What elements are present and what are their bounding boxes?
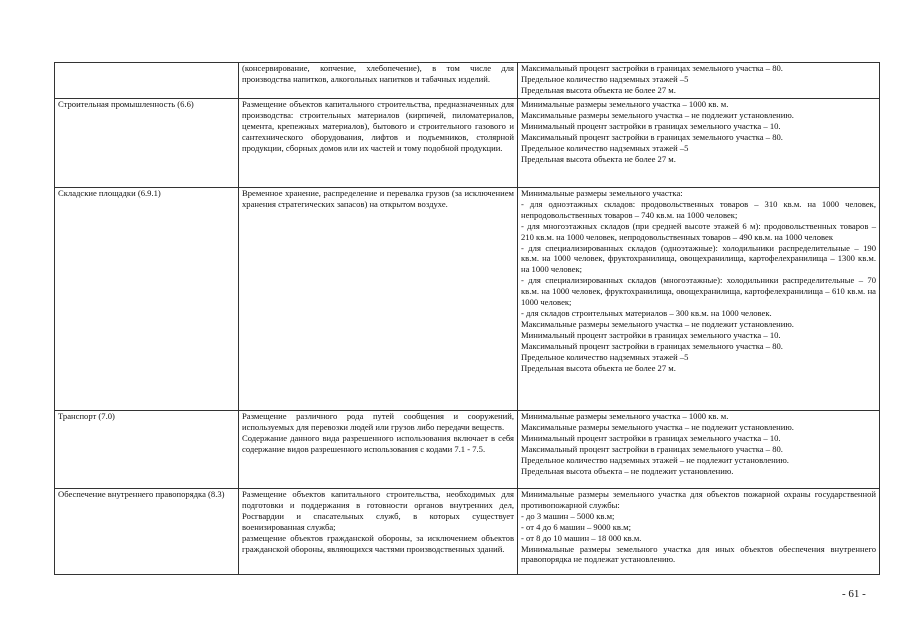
description-paragraph: (консервирование, копчение, хлебопечение), в том числе для производства напитков, алкогольных напитков и табачных изделий. — [242, 63, 514, 84]
page-number: - 61 - — [842, 588, 866, 600]
parameter-line: Минимальный процент застройки в границах земельного участка – 10. — [521, 329, 781, 340]
parameter-line: - для складов строительных материалов – 300 кв.м. на 1000 человек. — [521, 307, 772, 318]
parameter-line: Минимальный процент застройки в границах земельного участка – 10. — [521, 432, 781, 443]
use-type-cell — [55, 188, 239, 411]
table-row — [55, 411, 880, 489]
use-type-name: Транспорт (7.0) — [58, 411, 115, 421]
parameter-line: Предельная высота объекта не более 27 м. — [521, 84, 676, 95]
use-type-cell — [55, 411, 239, 489]
parameter-line: Минимальные размеры земельного участка – 1000 кв. м. — [521, 411, 729, 421]
parameters-cell — [518, 63, 880, 99]
parameter-line: Минимальные размеры земельного участка: — [521, 188, 683, 198]
parameter-line: - для специализированных складов (одноэтажные): холодильники распределительные – 190 кв.м. на 1000 человек, фруктохранилища, овощехранилища, картофелехранилища – 1300 кв.м. на 1000 человек; — [521, 242, 876, 275]
parameter-line: - для специализированных складов (многоэтажные): холодильники распределительные – 70 кв.м. на 1000 человек, фруктохранилища, овощехранилища, картофелехранилища – 610 кв.м. на 1000 человек; — [521, 275, 876, 308]
parameters-cell — [518, 489, 880, 575]
parameters-cell — [518, 99, 880, 188]
parameter-line: - для многоэтажных складов (при средней высоте этажей 6 м): продовольственных товаров – 210 кв.м. на 1000 человек, непродовольственных товаров – 490 кв.м. на 1000 человек — [521, 220, 876, 242]
parameter-line: Максимальные размеры земельного участка – не подлежит установлению. — [521, 109, 794, 120]
parameter-line: - от 4 до 6 машин – 9000 кв.м; — [521, 521, 631, 532]
table-row — [55, 489, 880, 575]
parameter-line: - до 3 машин – 5000 кв.м; — [521, 510, 615, 521]
parameters-cell — [518, 188, 880, 411]
table-row — [55, 188, 880, 411]
description-cell — [239, 489, 518, 575]
parameter-line: Максимальный процент застройки в границах земельного участка – 80. — [521, 131, 783, 142]
description-cell — [239, 63, 518, 99]
parameter-line: Максимальные размеры земельного участка – не подлежит установлению. — [521, 421, 794, 432]
description-paragraph: размещение объектов гражданской обороны, за исключением объектов гражданской обороны, являющихся частями производственных зданий. — [242, 532, 514, 554]
use-type-name: Строительная промышленность (6.6) — [58, 99, 194, 109]
parameter-line: - от 8 до 10 машин – 18 000 кв.м. — [521, 532, 642, 543]
parameters-cell — [518, 411, 880, 489]
description-paragraph: Временное хранение, распределение и перевалка грузов (за исключением хранения стратегических запасов) на открытом воздухе. — [242, 188, 514, 209]
parameter-line: Минимальные размеры земельного участка для иных объектов обеспечения внутреннего правопорядка не подлежат установлению. — [521, 543, 876, 565]
use-type-cell — [55, 63, 239, 99]
parameter-line: Предельное количество надземных этажей –5 — [521, 142, 689, 153]
use-type-cell — [55, 489, 239, 575]
parameter-line: Максимальный процент застройки в границах земельного участка – 80. — [521, 340, 783, 351]
description-cell — [239, 188, 518, 411]
parameter-line: Максимальный процент застройки в границах земельного участка – 80. — [521, 443, 783, 454]
parameter-line: Максимальные размеры земельного участка – не подлежит установлению. — [521, 318, 794, 329]
parameter-line: Минимальный процент застройки в границах земельного участка – 10. — [521, 120, 781, 131]
parameter-line: Предельная высота объекта не более 27 м. — [521, 153, 676, 164]
description-paragraph: Размещение различного рода путей сообщения и сооружений, используемых для перевозки людей или грузов либо передачи веществ. — [242, 411, 514, 432]
parameter-line: Предельное количество надземных этажей –5 — [521, 351, 689, 362]
parameter-line: Минимальные размеры земельного участка – 1000 кв. м. — [521, 99, 729, 109]
parameter-line: - для одноэтажных складов: продовольственных товаров – 310 кв.м. на 1000 человек, непродовольственных товаров – 740 кв.м. на 1000 человек; — [521, 198, 876, 220]
description-cell — [239, 411, 518, 489]
parameter-line: Максимальный процент застройки в границах земельного участка – 80. — [521, 63, 783, 73]
parameter-line: Минимальные размеры земельного участка для объектов пожарной охраны государственной противопожарной службы: — [521, 489, 876, 510]
table-row — [55, 63, 880, 99]
description-paragraph: Размещение объектов капитального строительства, предназначенных для производства: строительных материалов (кирпичей, пиломатериалов, цемента, крепежных материалов), бытового и строительного газового и сантехнического оборудования, лифтов и подъемников, столярной продукции, сборных домов или их частей и тому подобной продукции. — [242, 99, 514, 153]
description-cell — [239, 99, 518, 188]
parameter-line: Предельная высота объекта – не подлежит установлению. — [521, 465, 734, 476]
description-paragraph: Размещение объектов капитального строительства, необходимых для подготовки и поддержания в готовности органов внутренних дел, Росгвардии и спасательных служб, в которых существует военизированная служба; — [242, 489, 514, 532]
land-use-regulations-table — [54, 62, 880, 575]
parameter-line: Предельная высота объекта не более 27 м. — [521, 362, 676, 373]
use-type-name: Складские площадки (6.9.1) — [58, 188, 161, 198]
table-row — [55, 99, 880, 188]
parameter-line: Предельное количество надземных этажей –5 — [521, 73, 689, 84]
use-type-name: Обеспечение внутреннего правопорядка (8.3) — [58, 489, 225, 499]
description-paragraph: Содержание данного вида разрешенного использования включает в себя содержание видов разрешенного использования с кодами 7.1 - 7.5. — [242, 432, 514, 454]
use-type-cell — [55, 99, 239, 188]
parameter-line: Предельное количество надземных этажей – не подлежит установлению. — [521, 454, 789, 465]
